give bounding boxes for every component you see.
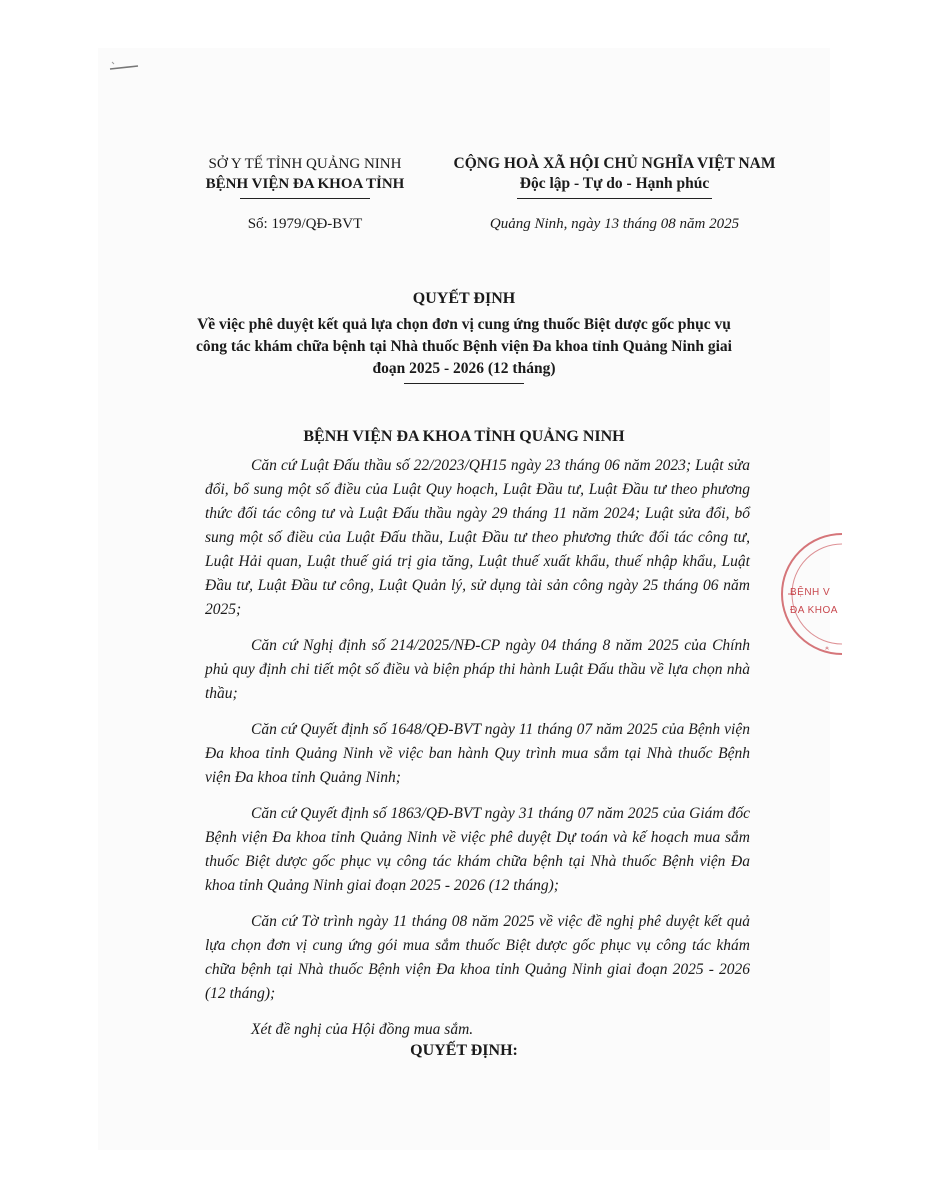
title-heading: QUYẾT ĐỊNH bbox=[412, 290, 516, 307]
seal-lettering bbox=[790, 584, 838, 620]
seal-text-line1: BỆNH V bbox=[790, 587, 831, 598]
document-body bbox=[205, 454, 750, 1054]
motto-underline bbox=[517, 198, 712, 199]
paragraph-legal-basis: Căn cứ Luật Đấu thầu số 22/2023/QH15 ngày 23 tháng 06 năm 2023; Luật sửa đổi, bổ sung một số điều của Luật Quy hoạch, Luật Đầu tư, Luật Đầu tư theo phương thức đối tác công tư và Luật Đấu thầu ngày 29 tháng 11 năm 2024; Luật sửa đổi, bổ sung một số điều của Luật Đấu thầu, Luật Đầu tư theo phương thức đối tác công tư, Luật Hải quan, Luật thuế giá trị gia tăng, Luật thuế xuất khẩu, thuế nhập khẩu, Luật Đầu tư, Luật Đầu tư công, Luật Quản lý, sử dụng tài sản công ngày 25 tháng 06 năm 2025; bbox=[205, 457, 750, 618]
issuing-agency-block bbox=[175, 154, 435, 234]
national-motto-block bbox=[442, 154, 787, 234]
paragraph-decree: Căn cứ Nghị định số 214/2025/NĐ-CP ngày 04 tháng 8 năm 2025 của Chính phủ quy định chi tiết một số điều và biện pháp thi hành Luật Đấu thầu về lựa chọn nhà thầu; bbox=[205, 637, 750, 702]
title-underline bbox=[404, 383, 524, 384]
seal-text-line2: ĐA KHOA bbox=[790, 605, 838, 616]
issuer-heading: BỆNH VIỆN ĐA KHOA TỈNH QUẢNG NINH bbox=[303, 428, 625, 445]
official-seal bbox=[770, 528, 842, 664]
country-name: CỘNG HOÀ XÃ HỘI CHỦ NGHĨA VIỆT NAM bbox=[453, 155, 776, 172]
paragraph-proposal: Căn cứ Tờ trình ngày 11 tháng 08 năm 2025 về việc đề nghị phê duyệt kết quả lựa chọn đơn vị cung ứng gói mua sắm thuốc Biệt dược gốc phục vụ công tác khám chữa bệnh tại Nhà thuốc Bệnh viện Đa khoa tỉnh Quảng Ninh giai đoạn 2025 - 2026 (12 tháng); bbox=[205, 913, 750, 1002]
paragraph-decision-1648: Căn cứ Quyết định số 1648/QĐ-BVT ngày 11 tháng 07 năm 2025 của Bệnh viện Đa khoa tỉnh Quảng Ninh về việc ban hành Quy trình mua sắm tại Nhà thuốc Bệnh viện Đa khoa tỉnh Quảng Ninh; bbox=[205, 721, 750, 786]
paragraph-council: Xét đề nghị của Hội đồng mua sắm. bbox=[251, 1021, 474, 1038]
document-number: Số: 1979/QĐ-BVT bbox=[247, 216, 363, 232]
motto: Độc lập - Tự do - Hạnh phúc bbox=[519, 175, 710, 192]
parent-agency: SỞ Y TẾ TỈNH QUẢNG NINH bbox=[208, 156, 402, 172]
document-date: Quảng Ninh, ngày 13 tháng 08 năm 2025 bbox=[489, 216, 740, 232]
document-title bbox=[180, 288, 748, 384]
scan-mark-icon bbox=[108, 60, 144, 74]
decision-heading: QUYẾT ĐỊNH: bbox=[410, 1042, 518, 1059]
title-subject: Về việc phê duyệt kết quả lựa chọn đơn vị cung ứng thuốc Biệt dược gốc phục vụ công tác khám chữa bệnh tại Nhà thuốc Bệnh viện Đa khoa tỉnh Quảng Ninh giai đoạn 2025 - 2026 (12 tháng) bbox=[196, 316, 732, 377]
paragraph-decision-1863: Căn cứ Quyết định số 1863/QĐ-BVT ngày 31 tháng 07 năm 2025 của Giám đốc Bệnh viện Đa khoa tỉnh Quảng Ninh về việc phê duyệt Dự toán và kế hoạch mua sắm thuốc Biệt dược gốc phục vụ công tác khám chữa bệnh tại Nhà thuốc Bệnh viện Đa khoa tỉnh Quảng Ninh giai đoạn 2025 - 2026 (12 tháng); bbox=[205, 805, 750, 894]
agency-name: BỆNH VIỆN ĐA KHOA TỈNH bbox=[205, 176, 405, 192]
agency-underline bbox=[240, 198, 370, 199]
